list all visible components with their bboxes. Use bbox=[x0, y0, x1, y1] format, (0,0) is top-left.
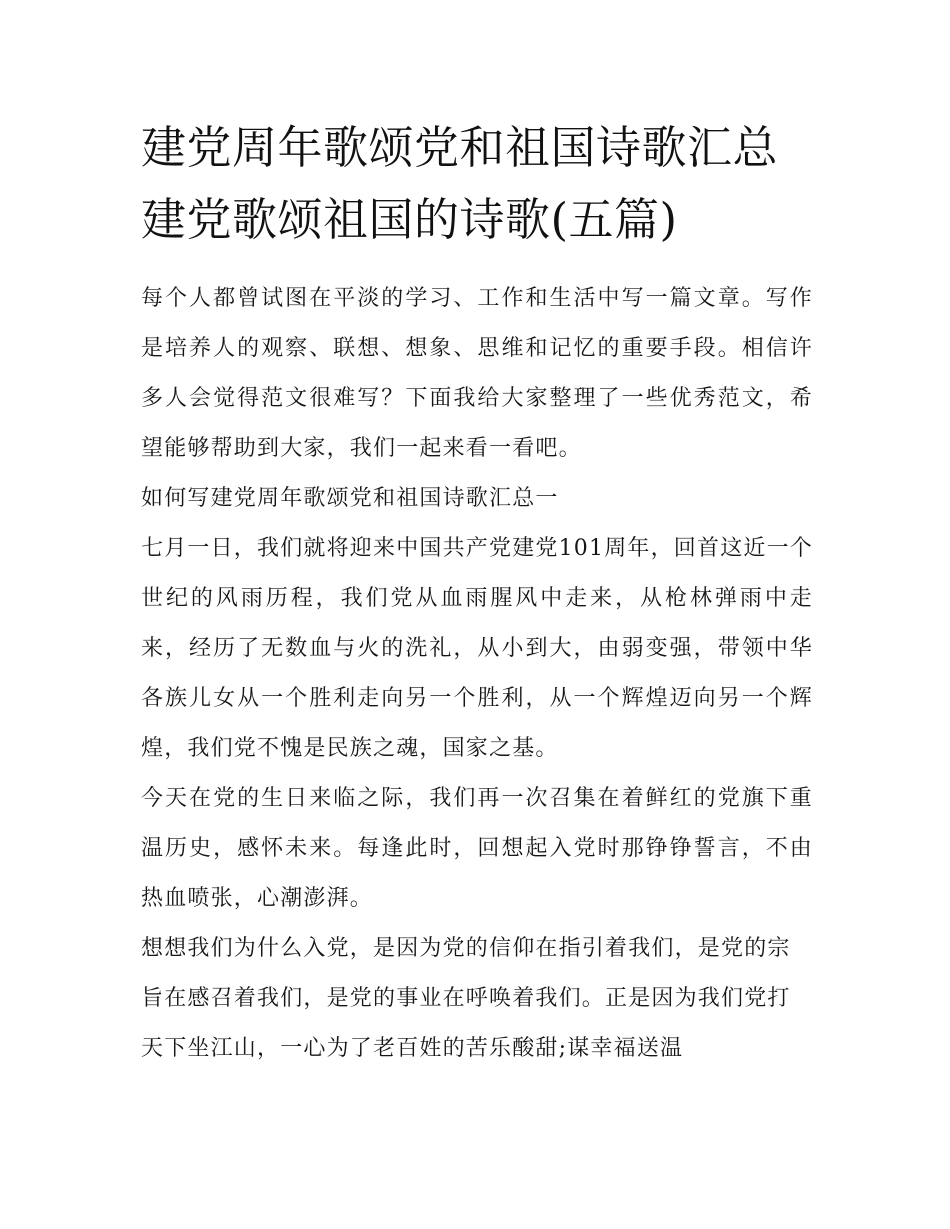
document-content bbox=[141, 112, 813, 1074]
paragraph-party-birthday: 今天在党的生日来临之际，我们再一次召集在着鲜红的党旗下重温历史，感怀未来。每逢此时，回想起入党时那铮铮誓言，不由热血喷张，心潮澎湃。 bbox=[141, 786, 813, 911]
section-heading: 如何写建党周年歌颂党和祖国诗歌汇总一 bbox=[141, 486, 559, 511]
document-title: 建党周年歌颂党和祖国诗歌汇总 建党歌颂祖国的诗歌(五篇) bbox=[141, 121, 779, 246]
document-body bbox=[141, 274, 813, 1074]
paragraph-why-join: 想想我们为什么入党，是因为党的信仰在指引着我们，是党的宗旨在感召着我们，是党的事业在呼唤着我们。正是因为我们党打天下坐江山，一心为了老百姓的苦乐酸甜;谋幸福送温 bbox=[141, 936, 791, 1061]
paragraph-intro: 每个人都曾试图在平淡的学习、工作和生活中写一篇文章。写作是培养人的观察、联想、想象、思维和记忆的重要手段。相信许多人会觉得范文很难写？下面我给大家整理了一些优秀范文，希望能够帮助到大家，我们一起来看一看吧。 bbox=[141, 286, 813, 461]
paragraph-july-first: 七月一日，我们就将迎来中国共产党建党101周年，回首这近一个世纪的风雨历程，我们党从血雨腥风中走来，从枪林弹雨中走来，经历了无数血与火的洗礼，从小到大，由弱变强，带领中华各族儿女从一个胜利走向另一个胜利，从一个辉煌迈向另一个辉煌，我们党不愧是民族之魂，国家之基。 bbox=[141, 536, 813, 761]
